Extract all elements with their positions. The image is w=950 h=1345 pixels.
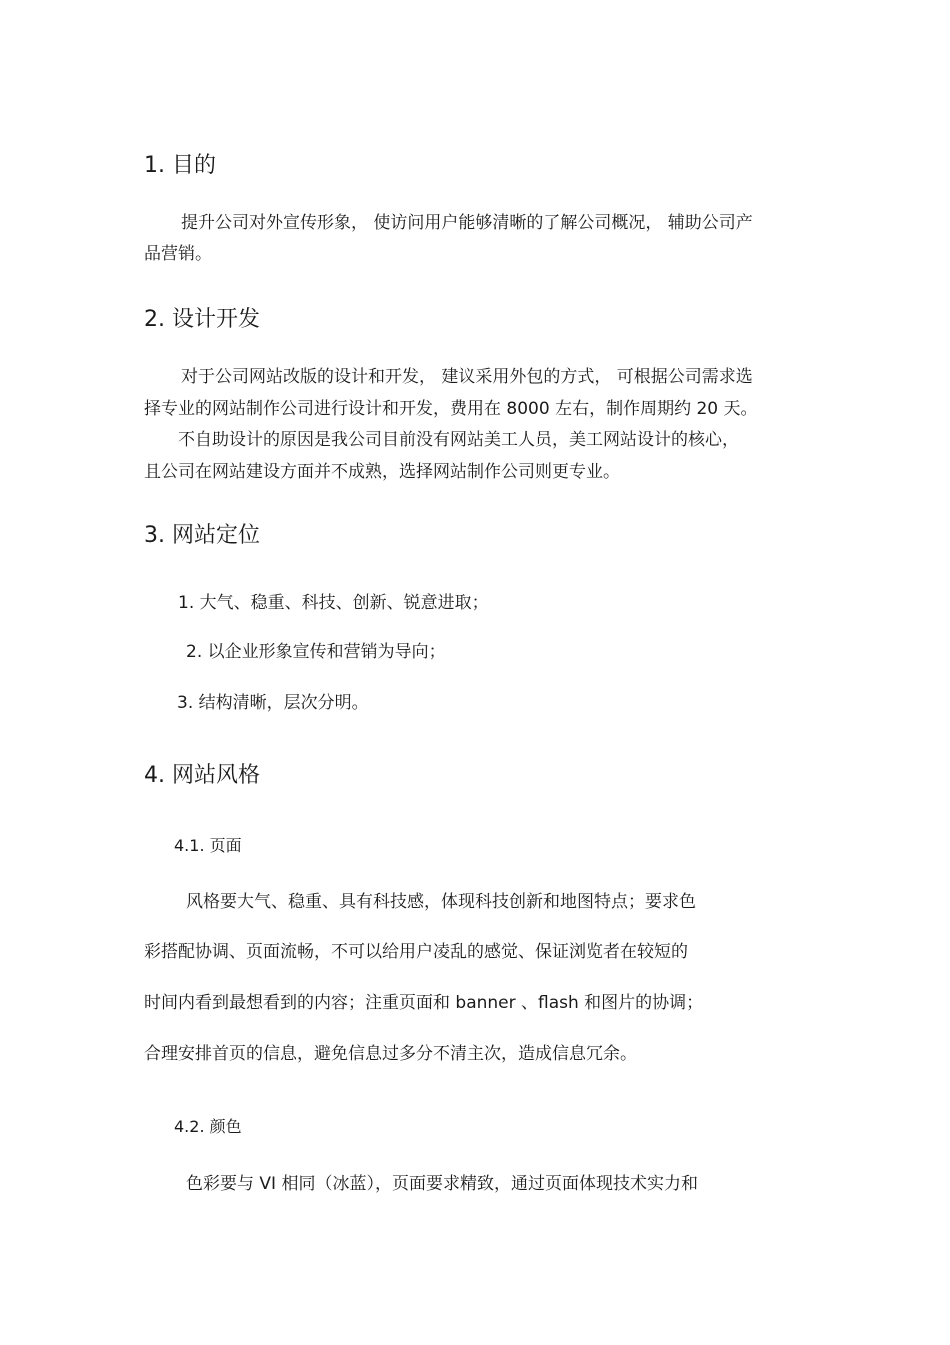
section-4-1-paragraph-line-4: 合理安排首页的信息，避免信息过多分不清主次，造成信息冗余。 [144,1044,637,1064]
section-3-heading: 3. 网站定位 [144,523,260,548]
section-1-paragraph-line-2: 品营销。 [144,244,212,264]
section-4-heading: 4. 网站风格 [144,763,260,788]
section-4-1-paragraph-line-2: 彩搭配协调、页面流畅，不可以给用户凌乱的感觉、保证浏览者在较短的 [144,942,688,962]
section-2-paragraph-1-line-1: 对于公司网站改版的设计和开发， 建议采用外包的方式， 可根据公司需求选 [181,367,753,387]
section-2-heading: 2. 设计开发 [144,307,260,332]
section-2-paragraph-1-line-2: 择专业的网站制作公司进行设计和开发，费用在 8000 左右，制作周期约 20 天。 [144,399,758,419]
section-3-list-item-3: 3. 结构清晰，层次分明。 [177,693,369,713]
section-4-1-paragraph-line-3: 时间内看到最想看到的内容；注重页面和 banner 、flash 和图片的协调； [144,993,704,1013]
section-2-paragraph-2-line-1: 不自助设计的原因是我公司目前没有网站美工人员，美工网站设计的核心， [178,430,739,450]
section-3-list-item-2: 2. 以企业形象宣传和营销为导向； [186,642,446,662]
section-3-list-item-1: 1. 大气、稳重、科技、创新、锐意进取； [178,593,489,613]
section-1-heading: 1. 目的 [144,153,216,178]
section-4-1-paragraph-line-1: 风格要大气、稳重、具有科技感，体现科技创新和地图特点；要求色 [186,892,696,912]
section-4-2-paragraph-line-1: 色彩要与 VI 相同（冰蓝），页面要求精致，通过页面体现技术实力和 [186,1174,698,1194]
section-4-1-heading: 4.1. 页面 [174,836,242,855]
section-2-paragraph-2-line-2: 且公司在网站建设方面并不成熟，选择网站制作公司则更专业。 [144,462,620,482]
section-1-paragraph-line-1: 提升公司对外宣传形象， 使访问用户能够清晰的了解公司概况， 辅助公司产 [181,213,753,233]
section-4-2-heading: 4.2. 颜色 [174,1117,242,1136]
